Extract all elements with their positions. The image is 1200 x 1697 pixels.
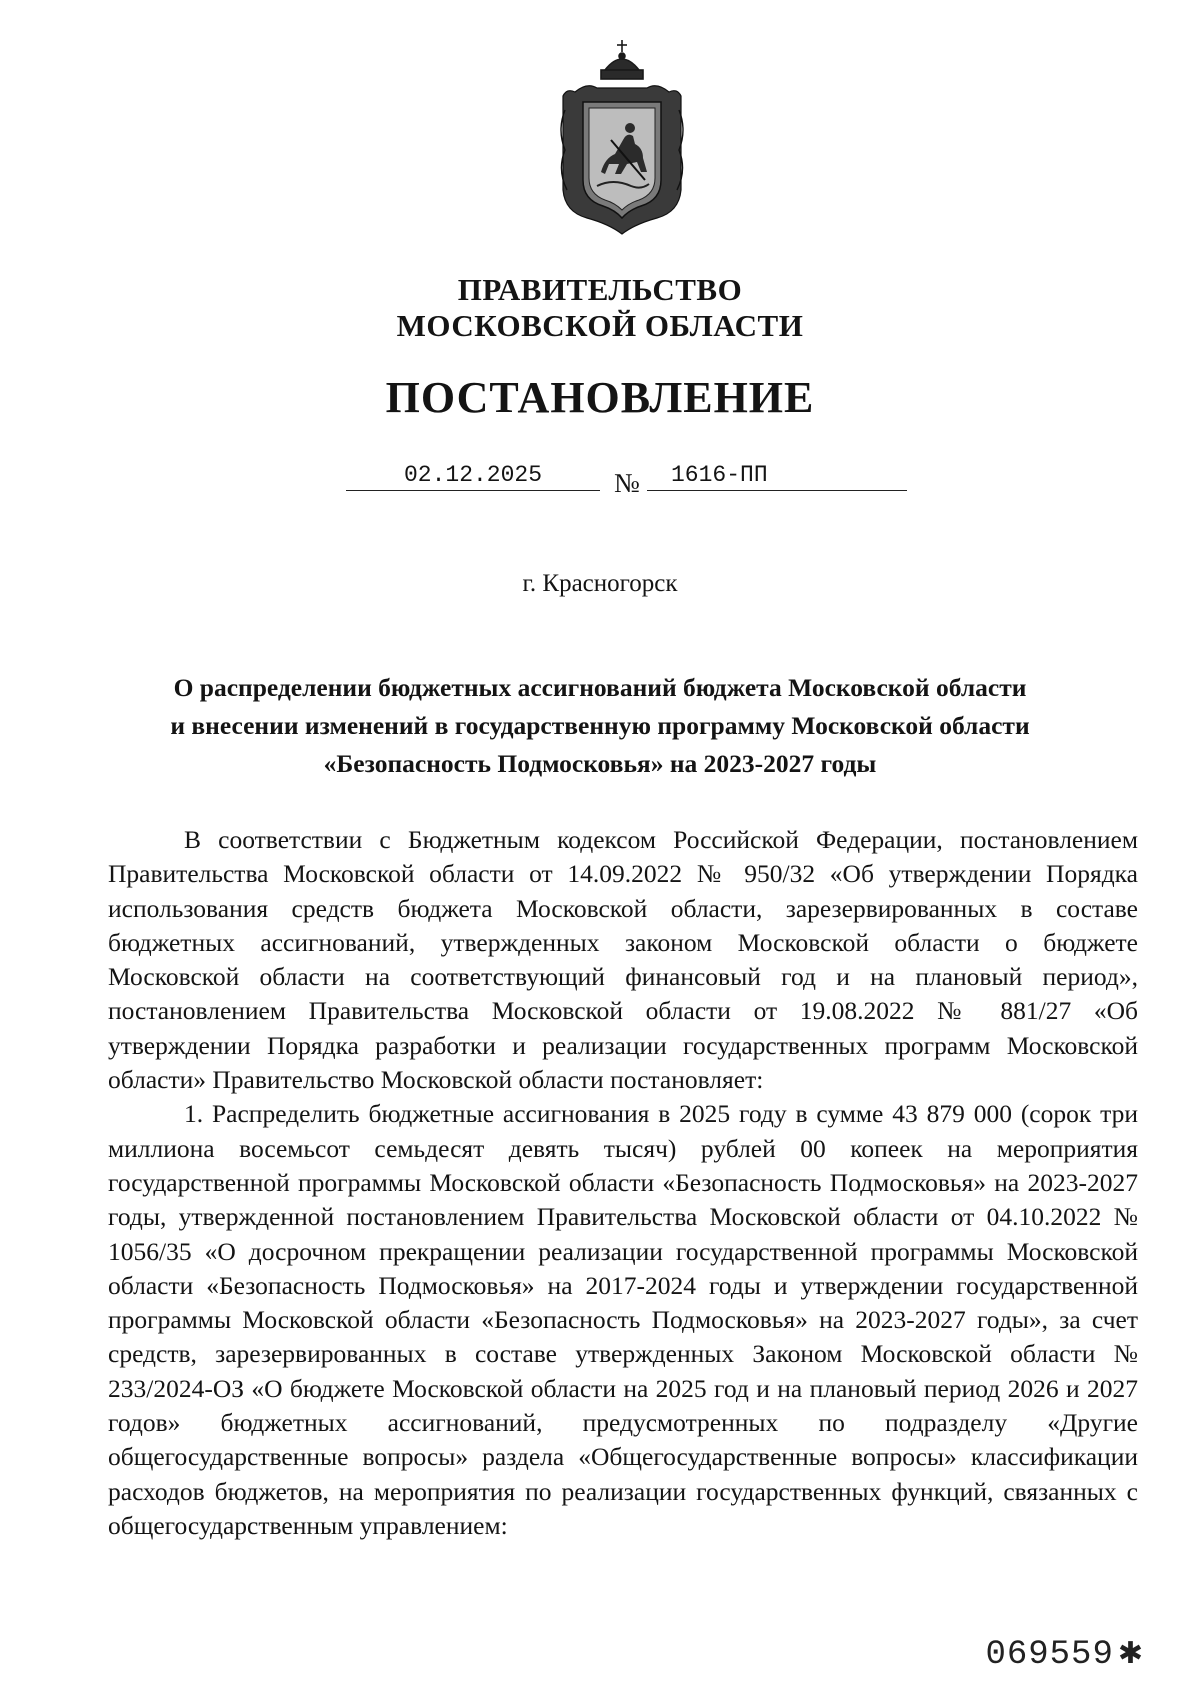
preamble-paragraph: В соответствии с Бюджетным кодексом Российской Федерации, постановлением Правительства Московской области от 14.09.2022 № 950/32 «Об утверждении Порядка использования средств бюджета Московской области, зарезервированных в составе бюджетных ассигнований, утвержденных законом Московской области о бюджете Московской области на соответствующий финансовый год и на плановый период», постановлением Правительства Московской области от 19.08.2022 № 881/27 «Об утверждении Порядка разработки и реализации государственных программ Московской области» Правительство Московской области постановляет: [108,825,1138,1095]
item-1-paragraph: 1. Распределить бюджетные ассигнования в 2025 году в сумме 43 879 000 (сорок три миллиона восемьсот семьдесят девять тысяч) рублей 00 копеек на мероприятия государственной программы Московской области «Безопасность Подмосковья» на 2023-2027 годы, утвержденной постановлением Правительства Московской области от 04.10.2022 № 1056/35 «О досрочном прекращении реализации государственной программы Московской области «Безопасность Подмосковья» на 2017-2024 годы и утверждении государственной программы Московской области «Безопасность Подмосковья» на 2023-2027 годы», за счет средств, зарезервированных в составе утвержденных Законом Московской области № 233/2024-ОЗ «О бюджете Московской области на 2025 год и на плановый период 2026 и 2027 годов» бюджетных ассигнований, предусмотренных по подразделу «Другие общегосударственные вопросы» раздела «Общегосударственные вопросы» классификации расходов бюджетов, на мероприятия по реализации государственных функций, связанных с общегосударственным управлением: [108,1099,1138,1540]
organization-name-line1: ПРАВИТЕЛЬСТВО [457,272,743,307]
number-sign: № [614,468,640,498]
city-of-issue: г. Красногорск [522,570,678,597]
document-body [108,823,1138,1543]
shield-icon [583,102,661,218]
document-number: 1616-ПП [647,462,907,491]
subject-line1: О распределении бюджетных ассигнований бюджета Московской области [173,673,1027,702]
subject-line3: «Безопасность Подмосковья» на 2023-2027 годы [323,749,877,778]
crown-icon [601,40,643,79]
serial-number [985,1636,1144,1674]
serial-number-value: 069559 [985,1636,1114,1674]
document-subject [100,669,1100,783]
subject-line2: и внесении изменений в государственную программу Московской области [170,711,1030,740]
document-type-title: ПОСТАНОВЛЕНИЕ [385,373,815,422]
organization-name-line2: МОСКОВСКОЙ ОБЛАСТИ [396,308,804,343]
document-date: 02.12.2025 [346,462,600,491]
serial-mark-icon: ✱ [1117,1636,1144,1671]
coat-of-arms-icon [557,40,687,235]
